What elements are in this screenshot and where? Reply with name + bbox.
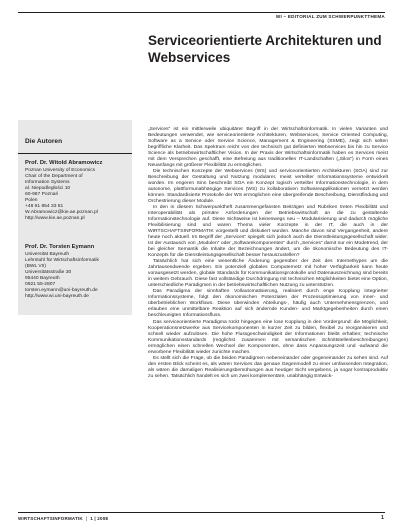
author-name: Prof. Dr. Torsten Eymann — [25, 244, 95, 250]
author-website[interactable]: http://www.kie.ae.poznan.pl — [25, 215, 85, 221]
body-paragraph: Es stellt sich die Frage, ob die beiden Paradigmen nebeneinander oder gegeneinander zu sehen sind. Auf den ersten Blick scheint es, als wären Services das genaue Gegenmodell zu einer umfassenden Integration, als wären die damaligen Realisierungsbemühungen aus heutiger Sicht vergebens, ja sogar kontraproduktiv zu sehen. Tatsächlich handelt es sich um zwei komplementäre, unabhängig Entwick- — [148, 355, 388, 379]
body-paragraph: Das Paradigma der sinnhaften Vollautomatisierung, realisiert durch enge Kopplung integrierter Informationssysteme, folgt den ökonomischen Potenzialen der Prozessoptimierung von inner- und überbetrieblichen Workflows. Diese überwinden Abteilungs-, häufig auch Unternehmensgrenzen, und erlauben eine unmittelbare Reaktion auf sich ändernde Kunden- und Marktgegebenheiten durch einen beschleunigten Informationsfluss. — [148, 289, 388, 319]
body-paragraph: Das serviceorientierte Paradigma rückt hingegen eine lose Kopplung in den Vordergrund: die Möglichkeit, Kooperationsnetzwerke aus Servicekomponenten in kurzer Zeit zu bilden, flexibel zu reorganisieren und schnell wieder aufzulösen. Die hohe Flussgeschwindigkeit der Informationen bleibt erhalten; technische Kommunikationsstandards (möglichst zusammen mit semantischen Schnittstellenbeschreibungen) ermöglichen einen schnellen Wechsel der Komponenten, ohne dass Anpassungszeit und -aufwand die erworbene Flexibilität wieder zunichte machen. — [148, 319, 388, 355]
author-detail-line: Chair of the Department of — [25, 174, 83, 180]
author-name: Prof. Dr. Witold Abramowicz — [25, 160, 103, 166]
author-phone: 0921 55-2807 — [25, 281, 56, 287]
author-email[interactable]: torsten.eymann@uni-bayreuth.de — [25, 287, 98, 293]
author-detail-line: Lehrstuhl für Wirtschaftsinformatik — [25, 258, 99, 264]
author-detail-line: (BWL VII) — [25, 264, 47, 269]
sidebar-divider — [18, 153, 132, 154]
page-number: 1 — [380, 515, 384, 521]
body-paragraph: „Services“ ist ein mittlerweile ubiquitärer Begriff in der Wirtschaftsinformatik. In vielen Varianten und Bedeutungen verwendet, wie serviceorientierte Architekturen, Webservices, Service Oriented Computing, Software as a Service oder Service Science, Management & Engineering (SSME), zeigt sich selten begriffliche Klarheit. Das Spektrum reicht von den technisch gut definierten Webservices bis hin zu Service Science als betriebswirtschaftlicher Vision. In der Praxis der Wirtschaftsinformatik haben es Services meist mit dem Versprechen geschafft, eine Befreiung aus traditionellen IT-Landschaften („Silos“) in Form eines Neuanfangs mit größerer Flexibilität zu ermöglichen. — [148, 127, 388, 169]
author-detail-line: Polen — [25, 197, 38, 203]
author-detail-line: Universität Bayreuth — [25, 252, 70, 258]
author-detail-line: Poznan University of Economics — [25, 168, 96, 174]
article-body — [148, 127, 388, 380]
footer-rule — [18, 512, 385, 513]
sidebar-title: Die Autoren — [25, 138, 63, 145]
author-detail-line: Information Systems — [25, 180, 70, 185]
author-card — [25, 160, 129, 222]
author-email[interactable]: W.Abramowicz@kie.ae.poznan.pl — [25, 209, 98, 215]
author-website[interactable]: http://www.wi.uni-bayreuth.de — [25, 293, 89, 299]
body-paragraph: Die technischen Konzepte der Webservices (WS) und serviceorientierten Architekturen (SOA) sind zur Beschreibung der Gestaltung und Nutzung modularer, meist verteilter Informationssysteme entwickelt worden. Im engeren Sinn beschreibt SOA ein Konzept logisch verteilter Informationstechnologie, in dem autonome, plattformunabhängige Services (WS) zu kollaborativen Softwareapplikationen vernetzt werden können. Standardisierte Protokolle der WS ermöglichen eine übergreifende Beschreibung, Dienstfindung und Orchestrierung dieser Module. — [148, 169, 388, 205]
author-detail-line: al. Niepodległości 10 — [25, 185, 71, 191]
footer-separator: | — [85, 516, 88, 521]
body-paragraph: Tatsächlich hat sich eine wesentliche Änderung gegenüber der Zeit des Internethypes um die Jahrtausendwende ergeben. Ein potenziell globales Computernetz mit hoher Verfügbarkeit kann heute vorausgesetzt werden, globale Standards für Kommunikationsprotokolle und Datenauszeichnung sind bereits in weitem Gebrauch. Diese fast vollständige Durchdringung mit technischen Möglichkeiten bietet eine Option, unterschiedliche Paradigmen in der betriebswirtschaftlichen Nutzung zu unterstützen. — [148, 259, 388, 289]
journal-issue: 1 | 2008 — [90, 516, 109, 521]
author-detail-line: 60-967 Poznań — [25, 191, 59, 197]
section-label: WI – EDITORIAL ZUM SCHWERPUNKTTHEMA — [275, 14, 385, 19]
body-paragraph: In den in diesem Schwerpunktheft zusammengefassten Beiträgen und Rubriken treten Flexibilität und Interoperabilität als primäre Anforderungen der Betriebswirtschaft an die zu gestaltende Informationstechnologie auf. Diese Sichtweise ist keineswegs neu – Modularisierung und dadurch mögliche Flexibilisierung sind und waren Thema vieler Konzepte in der IT, die auch in der WIRTSCHAFTSINFORMATIK vorgestellt und diskutiert wurden. Manche davon sind Vergangenheit, andere heute noch aktuell. Im Begriff der „Services“ spiegelt sich jedoch auch die Dienstleistungsgesellschaft wider. Ist der Austausch von „Modulen“ oder „Softwarekomponenten“ durch „Services“ damit nur ein Modetrend, der bei gleicher Semantik die Inhalte der Bezeichnungen ändert, um die ökonomische Bedeutung des IT-Konzepts für die Dienstleistungsgesellschaft besser herauszustellen? — [148, 205, 388, 259]
author-detail-line: Universitätsstraße 30 — [25, 269, 72, 275]
author-detail-line: 95440 Bayreuth — [25, 275, 60, 281]
author-sidebar — [18, 120, 132, 315]
article-title: Serviceorientierte Architekturen und Webservices — [148, 33, 382, 65]
journal-name: WIRTSCHAFTSINFORMATIK — [18, 516, 83, 521]
author-phone: +48 61 854 33 81 — [25, 203, 64, 209]
footer-journal-info — [18, 516, 108, 521]
author-card — [25, 244, 129, 300]
